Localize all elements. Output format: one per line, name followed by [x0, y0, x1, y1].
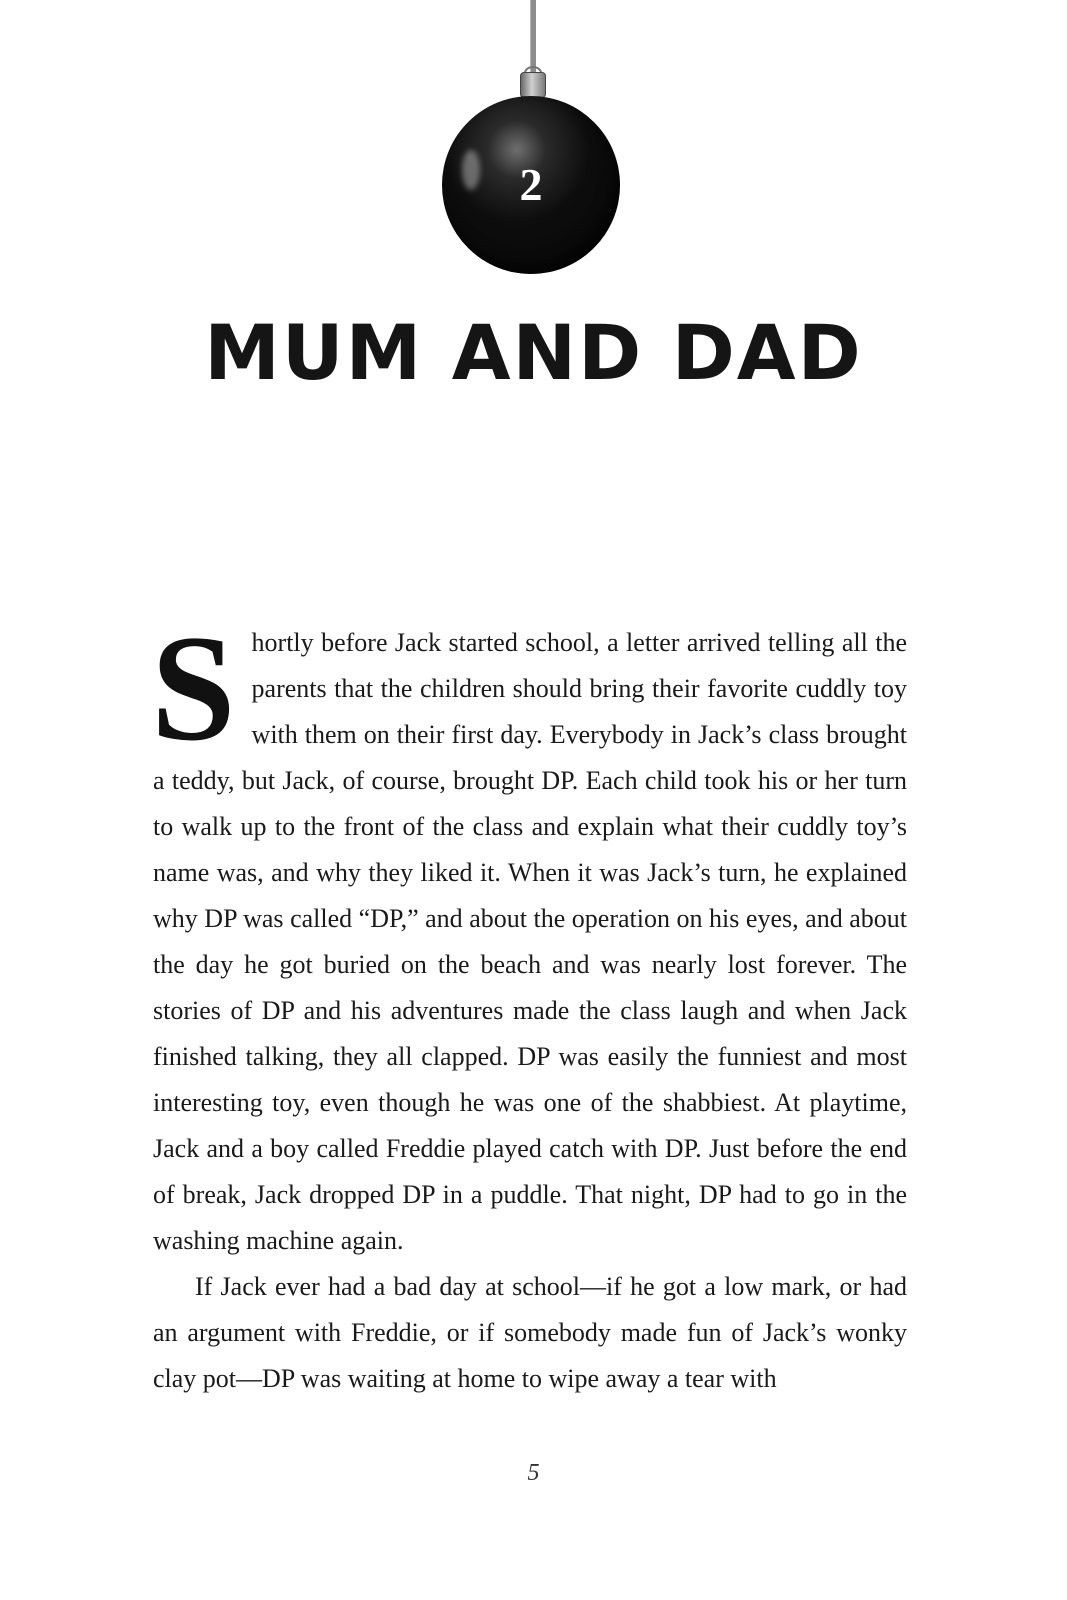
- ornament-cap: [520, 72, 546, 98]
- page-number: 5: [527, 1460, 540, 1486]
- christmas-ornament-illustration: [0, 0, 1067, 290]
- paragraph-2: If Jack ever had a bad day at school—if he got a low mark, or had an argument with Freddie, or if somebody made fun of Jack’s wonky clay pot—DP was waiting at home to wipe away a tear with: [153, 1272, 907, 1393]
- chapter-title: MUM AND DAD: [204, 308, 863, 397]
- chapter-number: 2: [519, 159, 543, 210]
- paragraph-1-text: hortly before Jack started school, a letter arrived telling all the parents that the children should bring their favorite cuddly toy with them on their first day. Everybody in Jack’s class brought a teddy, but Jack, of course, brought DP. Each child took his or her turn to walk up to the front of the class and explain what their cuddly toy’s name was, and why they liked it. When it was Jack’s turn, he explained why DP was called “DP,” and about the operation on his eyes, and about the day he got buried on the beach and was nearly lost forever. The stories of DP and his adventures made the class laugh and when Jack finished talking, they all clapped. DP was easily the funniest and most interesting toy, even though he was one of the shabbiest. At playtime, Jack and a boy called Freddie played catch with DP. Just before the end of break, Jack dropped DP in a puddle. That night, DP had to go in the washing machine again.: [153, 628, 907, 1255]
- paragraph-1: [151, 604, 907, 1264]
- ornament-string: [530, 0, 536, 72]
- drop-cap: S: [151, 604, 236, 772]
- chapter-body: [151, 604, 907, 1402]
